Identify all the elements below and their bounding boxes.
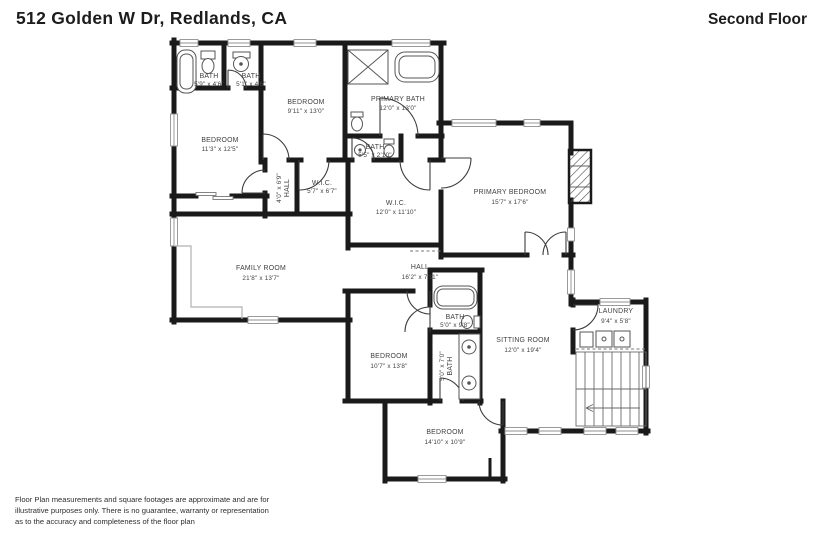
svg-text:14'10" x 10'9": 14'10" x 10'9" <box>424 439 466 446</box>
floor-label: Second Floor <box>707 11 807 28</box>
disclaimer-line-1: Floor Plan measurements and square footages are approximate and are for <box>15 495 270 504</box>
door-bath-middle <box>405 307 430 332</box>
room-label-bedroom-top-right <box>287 99 324 115</box>
svg-text:W.I.C.: W.I.C. <box>311 180 333 187</box>
room-label-family-room <box>236 265 286 282</box>
svg-text:15'7" x 17'6": 15'7" x 17'6" <box>491 199 529 206</box>
svg-text:PRIMARY BATH: PRIMARY BATH <box>371 96 425 103</box>
svg-text:10'7" x 13'8": 10'7" x 13'8" <box>370 363 408 370</box>
room-label-bath-top-left <box>194 73 224 88</box>
door-bedroom-bottom-left <box>407 291 430 314</box>
svg-text:5'9" x 4'6": 5'9" x 4'6" <box>194 81 224 88</box>
room-label-hall-small <box>276 173 291 203</box>
svg-text:BEDROOM: BEDROOM <box>426 429 464 436</box>
door-wic-large <box>400 160 430 190</box>
svg-text:BATH: BATH <box>447 356 454 376</box>
svg-text:12'0" x 13'0": 12'0" x 13'0" <box>379 105 417 112</box>
svg-text:5'0" x 9'8": 5'0" x 9'8" <box>440 322 470 329</box>
door-french-primary <box>525 232 566 255</box>
svg-text:BATH: BATH <box>445 314 465 321</box>
room-label-bedroom-bottom-left <box>370 353 407 370</box>
svg-text:BEDROOM: BEDROOM <box>201 137 239 144</box>
svg-text:12'0" x 19'4": 12'0" x 19'4" <box>504 347 542 354</box>
fireplace <box>569 150 591 203</box>
svg-text:11'3" x 12'5": 11'3" x 12'5" <box>201 146 239 153</box>
toilet-primary-bath <box>351 112 363 131</box>
svg-text:W.I.C.: W.I.C. <box>385 200 407 207</box>
room-label-sitting-room <box>496 337 550 354</box>
svg-text:9'4" x 5'8": 9'4" x 5'8" <box>601 318 631 325</box>
room-label-bedroom-bottom <box>425 429 466 446</box>
svg-text:BATH: BATH <box>365 144 385 151</box>
sink-top-left2 <box>233 52 250 72</box>
toilet-top-left <box>201 51 215 74</box>
svg-text:HALL: HALL <box>410 264 430 271</box>
bathtub-bath-middle <box>434 286 477 309</box>
door-bedroom-top-left <box>242 170 265 193</box>
svg-text:16'2" x 7'11": 16'2" x 7'11" <box>401 274 439 281</box>
disclaimer-line-3: as to the accuracy and completeness of the floor plan <box>15 516 195 526</box>
svg-text:5'7" x 6'7": 5'7" x 6'7" <box>307 188 337 195</box>
svg-text:BATH: BATH <box>199 73 219 80</box>
svg-text:HALL: HALL <box>284 178 291 198</box>
svg-text:BATH: BATH <box>241 73 261 80</box>
room-label-bedroom-top-left <box>201 137 238 153</box>
svg-text:PRIMARY BEDROOM: PRIMARY BEDROOM <box>473 189 547 196</box>
svg-text:5'0" x 7'0": 5'0" x 7'0" <box>439 351 446 381</box>
svg-text:FAMILY ROOM: FAMILY ROOM <box>236 265 286 272</box>
open-below-line <box>174 246 242 319</box>
svg-text:LAUNDRY: LAUNDRY <box>598 308 634 315</box>
disclaimer-text <box>15 495 269 527</box>
room-label-wic-small <box>307 180 337 195</box>
svg-text:5'5" x 2'10": 5'5" x 2'10" <box>358 152 392 159</box>
svg-text:5'1" x 4'6": 5'1" x 4'6" <box>236 81 266 88</box>
sliding-closet-doors <box>196 193 233 200</box>
shower-primary-bath <box>348 50 388 84</box>
svg-text:21'8" x 13'7": 21'8" x 13'7" <box>242 275 280 282</box>
svg-text:BEDROOM: BEDROOM <box>287 99 325 106</box>
room-label-primary-bedroom <box>474 189 546 206</box>
laundry-appliances <box>580 331 630 347</box>
bathtub-primary-bath <box>395 52 439 82</box>
room-label-bath-bottom <box>439 351 454 381</box>
room-label-wic-large <box>376 200 416 216</box>
room-label-primary-bath <box>371 96 425 112</box>
disclaimer-line-2: illustrative purposes only. There is no guarantee, warranty or representation <box>15 505 269 515</box>
door-bedroom-bottom <box>479 401 503 425</box>
svg-text:BEDROOM: BEDROOM <box>370 353 408 360</box>
svg-text:9'11" x 13'0": 9'11" x 13'0" <box>287 108 325 115</box>
door-bedroom-top-right <box>263 134 289 160</box>
svg-text:12'0" x 11'10": 12'0" x 11'10" <box>375 209 417 216</box>
svg-text:SITTING ROOM: SITTING ROOM <box>496 337 550 344</box>
vanity-bath-bottom <box>459 334 480 399</box>
door-laundry <box>573 305 598 330</box>
door-primary-bath <box>380 98 418 136</box>
room-label-laundry <box>599 308 634 325</box>
staircase <box>576 352 646 426</box>
svg-text:4'0" x 6'9": 4'0" x 6'9" <box>276 173 283 203</box>
page-title: 512 Golden W Dr, Redlands, CA <box>16 8 288 28</box>
